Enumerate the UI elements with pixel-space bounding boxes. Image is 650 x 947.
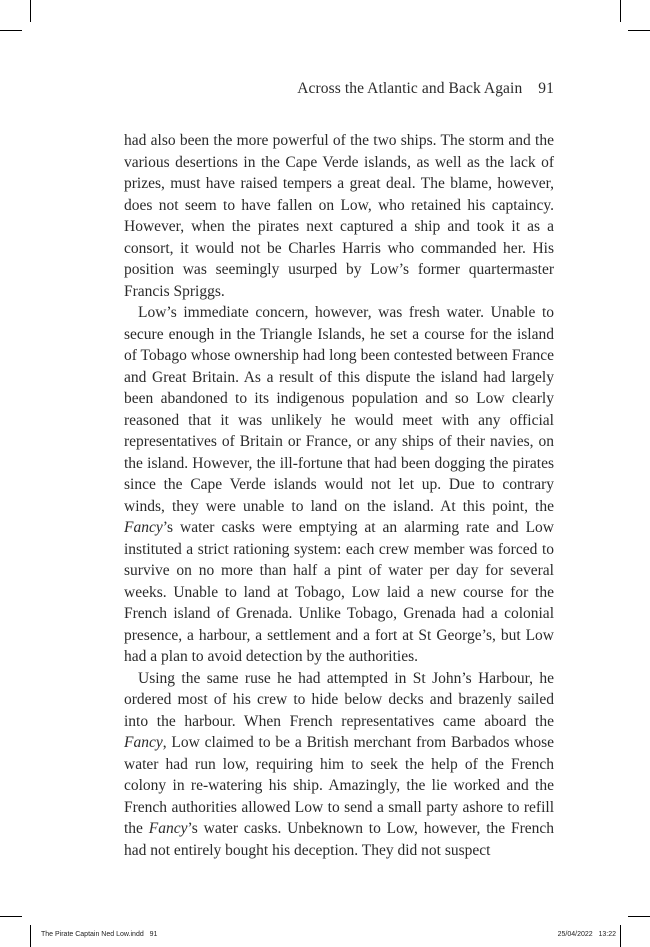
slug-filename: The Pirate Captain Ned Low.indd 91	[41, 931, 158, 938]
crop-mark-bottom-left-horizontal	[0, 916, 22, 917]
paragraph-2-part-b: ’s water casks were emptying at an alarming rate and Low instituted a strict rationing system: each crew member was forced to survive on no more than half a pint of water per day for several weeks. Unable to land at Tobago, Low laid a new course for the French island of Grenada. Unlike Tobago, Grenada had a colonial presence, a harbour, a settlement and a fort at St George’s, but Low had a plan to avoid detection by the authorities.	[124, 519, 554, 665]
ship-name-italic: Fancy	[124, 519, 163, 536]
crop-mark-bottom-right-horizontal	[628, 916, 650, 917]
body-text	[124, 130, 554, 861]
ship-name-italic: Fancy	[124, 734, 163, 751]
page-number: 91	[538, 80, 554, 97]
running-head	[124, 80, 554, 98]
paragraph-2-part-a: Low’s immediate concern, however, was fresh water. Unable to secure enough in the Triangle Islands, he set a course for the island of Tobago whose ownership had long been contested between France and Great Britain. As a result of this dispute the island had largely been abandoned to its indigenous population and so Low clearly reasoned that it was unlikely he would meet with any official representatives of Britain or France, or any ships of their navies, on the island. However, the ill-fortune that had been dogging the pirates since the Cape Verde islands would not let up. Due to contrary winds, they were unable to land on the island. At this point, the	[124, 304, 554, 515]
ship-name-italic: Fancy	[148, 820, 188, 837]
crop-mark-top-right-vertical	[620, 0, 621, 22]
paragraph-2	[124, 302, 554, 668]
paragraph-3-part-a: Using the same ruse he had attempted in St John’s Harbour, he ordered most of his crew to hide below decks and brazenly sailed into the harbour. When French representatives came aboard the	[124, 669, 554, 730]
chapter-title: Across the Atlantic and Back Again	[297, 80, 523, 97]
crop-mark-bottom-left-vertical	[30, 925, 31, 947]
crop-mark-top-left-horizontal	[0, 30, 22, 31]
paragraph-3-part-b: , Low claimed to be a British merchant from Barbados whose water had run low, requiring him to seek the help of the French colony in re-watering his ship. Amazingly, the lie worked and the French authorities allowed Low to send a small party ashore to refill the	[124, 734, 554, 837]
paragraph-3	[124, 668, 554, 862]
crop-mark-top-right-horizontal	[628, 30, 650, 31]
slug-timestamp: 25/04/2022 13:22	[557, 931, 616, 938]
paragraph-1: had also been the more powerful of the two ships. The storm and the various desertions in the Cape Verde islands, as well as the lack of prizes, must have raised tempers a great deal. The blame, however, does not seem to have fallen on Low, who retained his captaincy. However, when the pirates next captured a ship and took it as a consort, it would not be Charles Harris who commanded her. His position was seemingly usurped by Low’s former quartermaster Francis Spriggs.	[124, 132, 554, 300]
crop-mark-top-left-vertical	[30, 0, 31, 22]
paragraph-3-part-c: ’s water casks. Unbeknown to Low, however, the French had not entirely bought his deception. They did not suspect	[124, 820, 554, 859]
crop-mark-bottom-right-vertical	[620, 925, 621, 947]
